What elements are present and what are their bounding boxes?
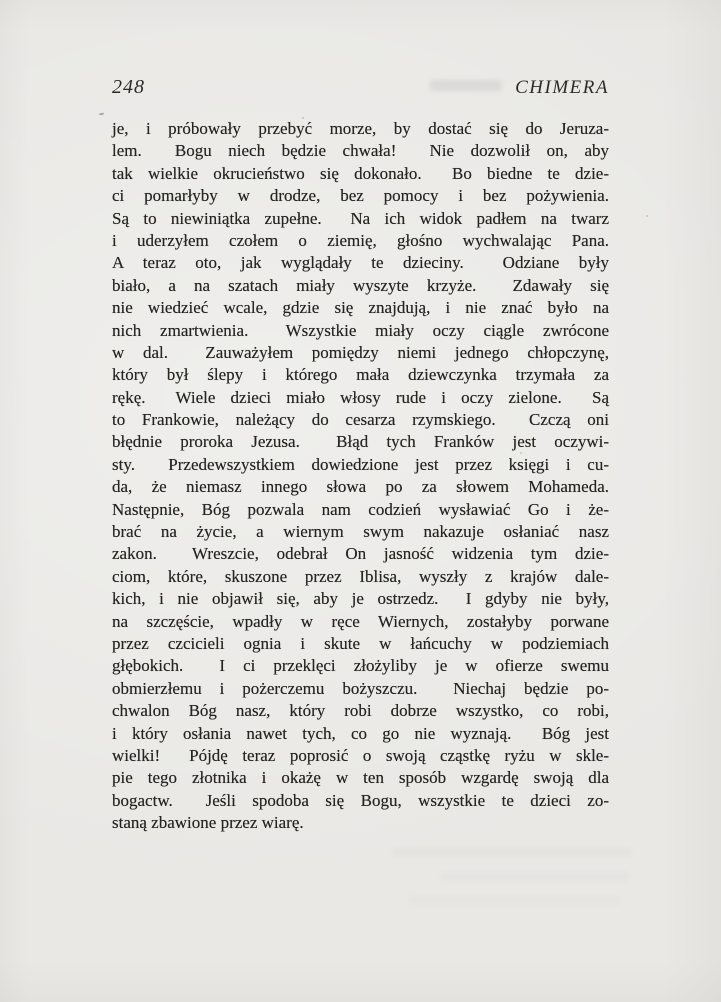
body-line: ci pomarłyby w drodze, bez pomocy i bez pożywienia. <box>112 186 609 206</box>
body-line: da, że niemasz innego słowa po za słowem Mohameda. <box>112 477 609 497</box>
body-line: to Frankowie, należący do cesarza rzymskiego. Czczą oni <box>112 410 609 430</box>
body-line: sty. Przedewszystkiem dowiedzione jest przez księgi i cu- <box>112 454 609 474</box>
body-line: nich zmartwienia. Wszystkie miały oczy ciągle zwrócone <box>112 320 609 340</box>
paper-speck <box>99 113 104 116</box>
showthrough-artifact <box>392 848 632 857</box>
body-line: brać na życie, a wiernym swym nakazuje osłaniać nasz <box>112 522 609 542</box>
body-line: staną zbawione przez wiarę. <box>112 813 304 833</box>
body-line: błędnie proroka Jezusa. Błąd tych Franków jest oczywi- <box>112 432 609 452</box>
body-line: wielki! Pójdę teraz poprosić o swoją cząstkę ryżu w skle- <box>112 745 609 765</box>
page-header <box>112 76 609 99</box>
body-line: A teraz oto, jak wyglądały te dzieciny. Odziane były <box>112 253 609 273</box>
paper-speck <box>646 215 648 217</box>
body-line: głębokich. I ci przeklęci złożyliby je w ofierze swemu <box>112 656 609 676</box>
body-line: i uderzyłem czołem o ziemię, głośno wychwalając Pana. <box>112 230 609 250</box>
body-line: bogactw. Jeśli spodoba się Bogu, wszystkie te dzieci zo- <box>112 790 609 810</box>
body-line: i który osłania nawet tych, co go nie wyznają. Bóg jest <box>112 723 609 743</box>
body-line: biało, a na szatach miały wyszyte krzyże. Zdawały się <box>112 275 609 295</box>
body-line: tak wielkie okrucieństwo się dokonało. Bo biedne te dzie- <box>112 163 609 183</box>
body-line: przez czcicieli ognia i skute w łańcuchy w podziemiach <box>112 633 609 653</box>
body-line: zakon. Wreszcie, odebrał On jasność widzenia tym dzie- <box>112 544 609 564</box>
body-line: lem. Bogu niech będzie chwała! Nie dozwolił on, aby <box>112 141 609 161</box>
body-line: rękę. Wiele dzieci miało włosy rude i oczy zielone. Są <box>112 387 609 407</box>
body-line: który był ślepy i którego mała dziewczynka trzymała za <box>112 365 609 385</box>
body-line: ciom, które, skuszone przez Iblisa, wyszły z krajów dale- <box>112 566 609 586</box>
page-number: 248 <box>112 76 145 98</box>
body-line: obmierzłemu i pożerczemu bożyszczu. Niechaj będzie po- <box>112 678 609 698</box>
body-line: w dal. Zauważyłem pomiędzy niemi jednego chłopczynę, <box>112 342 609 362</box>
body-text <box>112 118 609 835</box>
body-line: chwalon Bóg nasz, który robi dobrze wszystko, co robi, <box>112 701 609 721</box>
showthrough-artifact <box>410 896 620 905</box>
showthrough-artifact <box>440 872 630 881</box>
body-line: Następnie, Bóg pozwala nam codzień wysławiać Go i że- <box>112 499 609 519</box>
running-title: CHIMERA <box>515 77 609 98</box>
body-line: je, i próbowały przebyć morze, by dostać się do Jeruza- <box>112 119 609 138</box>
body-line: na szczęście, wpadły w ręce Wiernych, zostałyby porwane <box>112 611 609 631</box>
body-line: pie tego złotnika i okażę w ten sposób wzgardę swoją dla <box>112 768 609 788</box>
body-line: nie wiedzieć wcale, gdzie się znajdują, i nie znać było na <box>112 298 609 318</box>
body-line: kich, i nie objawił się, aby je ostrzedz. I gdyby nie były, <box>112 589 609 609</box>
body-line: Są to niewiniątka zupełne. Na ich widok padłem na twarz <box>112 208 609 228</box>
